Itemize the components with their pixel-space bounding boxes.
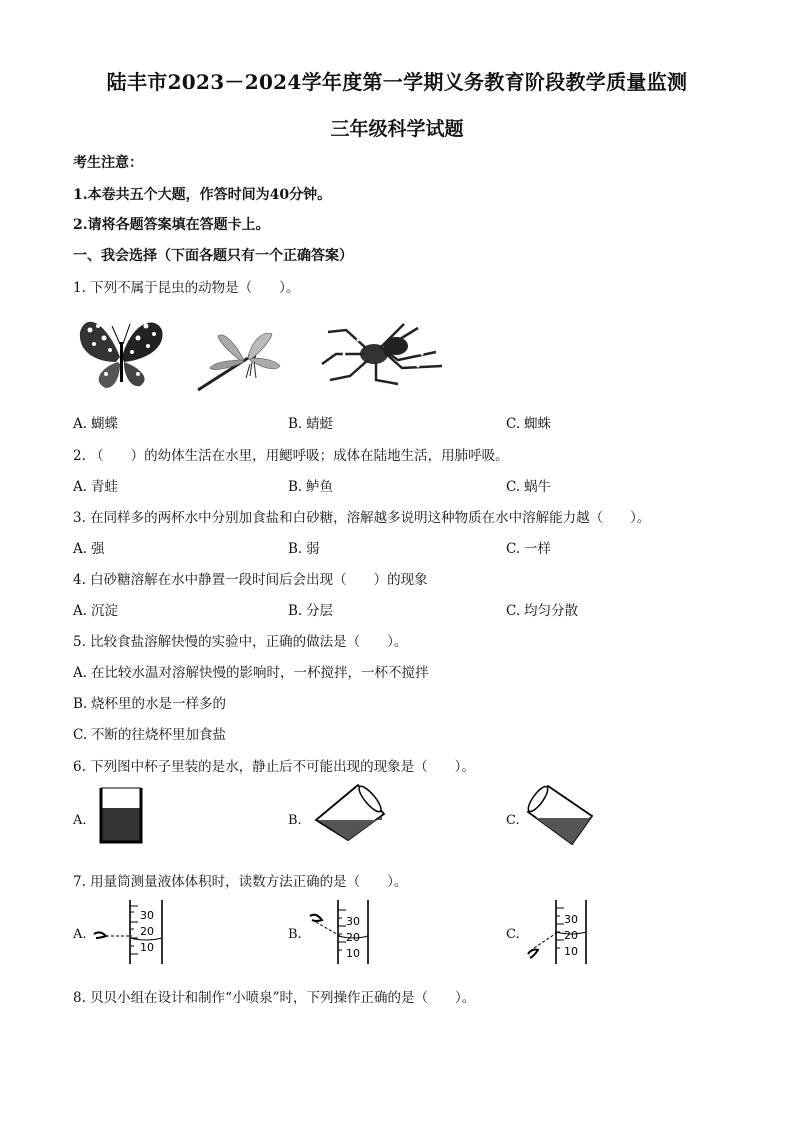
scale-label-10: 10 <box>140 941 154 954</box>
notes-item-2: 2.请将各题答案填在答题卡上。 <box>73 217 270 233</box>
notes-heading: 考生注意： <box>73 155 143 171</box>
question-3-option-b[interactable] <box>288 537 320 557</box>
section-title: 一、我会选择（下面各题只有一个正确答案） <box>73 248 353 264</box>
cylinder-looking-down-image[interactable] <box>302 898 388 968</box>
option-text: 强 <box>91 541 105 557</box>
option-letter: A. <box>73 479 88 495</box>
question-5-option-a[interactable] <box>73 661 429 681</box>
scale-label-20: 20 <box>140 925 154 938</box>
option-text: 鲈鱼 <box>306 479 333 495</box>
option-letter: A. <box>73 541 88 557</box>
option-letter: C. <box>73 727 88 743</box>
question-6-stem: 6. 下列图中杯子里装的是水，静止后不可能出现的现象是（ ）。 <box>73 759 475 775</box>
option-letter: C. <box>506 541 521 557</box>
question-1-option-b[interactable] <box>288 412 333 432</box>
option-text: 分层 <box>306 603 333 619</box>
exam-title: 陆丰市2023－2024学年度第一学期义务教育阶段教学质量监测 <box>106 70 688 94</box>
option-letter: B. <box>73 696 88 712</box>
question-3-option-c[interactable] <box>506 537 551 557</box>
question-1-stem: 1. 下列不属于昆虫的动物是（ ）。 <box>73 280 300 296</box>
option-text: 均匀分散 <box>524 603 578 619</box>
option-letter: A. <box>73 603 88 619</box>
question-2-option-c[interactable] <box>506 475 551 495</box>
option-text: 一样 <box>524 541 551 557</box>
cup-tilted-right-image[interactable] <box>312 782 388 844</box>
option-text: 蜻蜓 <box>306 416 333 432</box>
option-letter: B. <box>288 603 303 619</box>
scale-label-20: 20 <box>346 931 360 944</box>
notes-item-1: 1.本卷共五个大题，作答时间为40分钟。 <box>73 187 332 203</box>
scale-label-10: 10 <box>564 945 578 958</box>
scale-label-30: 30 <box>140 909 154 922</box>
question-3-option-a[interactable] <box>73 537 105 557</box>
question-2-stem: 2. （ ）的幼体生活在水里，用鳃呼吸；成体在陆地生活，用肺呼吸。 <box>73 448 509 464</box>
option-letter: B. <box>288 416 303 432</box>
option-text: 蝴蝶 <box>91 416 118 432</box>
scale-label-30: 30 <box>564 913 578 926</box>
dragonfly-image <box>192 328 284 394</box>
question-1-option-c[interactable] <box>506 412 551 432</box>
cup-upright-image[interactable] <box>98 784 146 846</box>
question-7-option-c[interactable]: C. <box>506 927 520 942</box>
question-2-option-a[interactable] <box>73 475 118 495</box>
scale-label-30: 30 <box>346 915 360 928</box>
option-letter: A. <box>73 665 88 681</box>
question-6-option-b[interactable]: B. <box>288 813 302 828</box>
option-letter: B. <box>288 541 303 557</box>
question-7-option-a[interactable]: A. <box>73 927 87 942</box>
question-7-option-b[interactable]: B. <box>288 927 302 942</box>
option-text: 在比较水温对溶解快慢的影响时，一杯搅拌，一杯不搅拌 <box>91 665 429 681</box>
option-text: 沉淀 <box>91 603 118 619</box>
question-7-stem: 7. 用量筒测量液体体积时，读数方法正确的是（ ）。 <box>73 874 408 890</box>
question-4-option-c[interactable] <box>506 599 578 619</box>
option-text: 蜗牛 <box>524 479 551 495</box>
option-text: 烧杯里的水是一样多的 <box>91 696 226 712</box>
question-6-option-c[interactable]: C. <box>506 813 520 828</box>
question-4-option-a[interactable] <box>73 599 118 619</box>
scale-label-20: 20 <box>564 929 578 942</box>
option-letter: C. <box>506 603 521 619</box>
question-3-stem: 3. 在同样多的两杯水中分别加食盐和白砂糖，溶解越多说明这种物质在水中溶解能力越（ ）。 <box>73 510 651 526</box>
option-letter: C. <box>506 479 521 495</box>
option-letter: B. <box>288 479 303 495</box>
question-1-option-a[interactable] <box>73 412 118 432</box>
option-letter: C. <box>506 416 521 432</box>
option-text: 弱 <box>306 541 320 557</box>
cup-tilted-left-image[interactable] <box>522 782 596 848</box>
question-5-option-c[interactable] <box>73 723 226 743</box>
option-text: 蜘蛛 <box>524 416 551 432</box>
option-text: 不断的往烧杯里加食盐 <box>91 727 226 743</box>
question-4-stem: 4. 白砂糖溶解在水中静置一段时间后会出现（ ）的现象 <box>73 572 428 588</box>
exam-subtitle: 三年级科学试题 <box>330 118 464 140</box>
question-2-option-b[interactable] <box>288 475 333 495</box>
cylinder-looking-up-image[interactable] <box>520 898 606 968</box>
question-8-stem: 8. 贝贝小组在设计和制作“小喷泉”时，下列操作正确的是（ ）。 <box>73 990 476 1006</box>
scale-label-10: 10 <box>346 947 360 960</box>
spider-image <box>318 320 448 386</box>
option-text: 青蛙 <box>91 479 118 495</box>
question-4-option-b[interactable] <box>288 599 333 619</box>
option-letter: A. <box>73 416 88 432</box>
cylinder-eye-level-image[interactable] <box>88 898 174 968</box>
butterfly-image <box>76 312 168 392</box>
question-5-option-b[interactable] <box>73 692 226 712</box>
question-5-stem: 5. 比较食盐溶解快慢的实验中，正确的做法是（ ）。 <box>73 634 408 650</box>
question-6-option-a[interactable]: A. <box>73 813 87 828</box>
